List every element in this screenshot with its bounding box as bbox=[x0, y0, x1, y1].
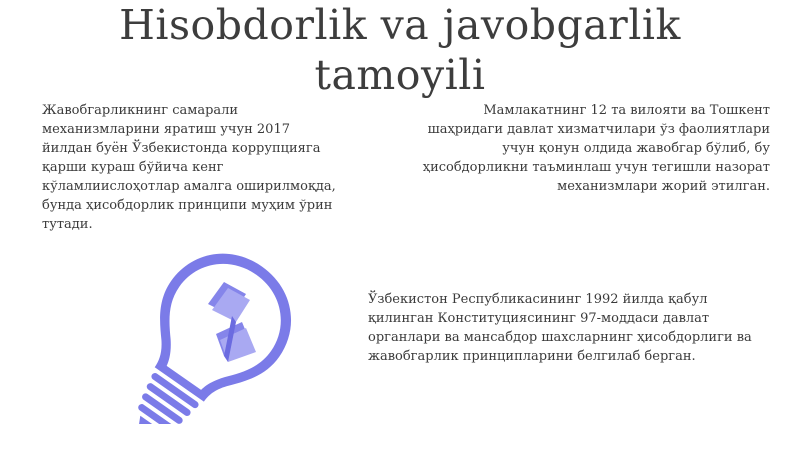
book-icon bbox=[208, 282, 256, 362]
lightbulb-book-icon bbox=[96, 252, 316, 424]
paragraph-bottom: Ўзбекистон Республикасининг 1992 йилда қабул қилинган Конституциясининг 97-моддаси давлат органлари ва мансабдор шахсларнинг ҳисобдорлиги ва жавобгарлик принципларини белгилаб берган. bbox=[368, 292, 752, 364]
page-title bbox=[0, 0, 800, 100]
title-line-1: Hisobdorlik va javobgarlik bbox=[119, 1, 681, 49]
title-line-2: tamoyili bbox=[314, 51, 486, 99]
paragraph-right: Мамлакатнинг 12 та вилояти ва Тошкент шаҳридаги давлат хизматчилари ўз фаолиятлари учун қонун олдида жавобгар бўлиб, бу ҳисобдорликни таъминлаш учун тегишли назорат механизмлари жорий этилган. bbox=[422, 103, 770, 194]
paragraph-left: Жавобгарликнинг самарали механизмларини яратиш учун 2017 йилдан буён Ўзбекистонда коррупцияга қарши кураш бўйича кенг кўламлиислоҳотлар амалга оширилмоқда, бунда ҳисобдорлик принципи муҳим ўрин тутади. bbox=[42, 103, 336, 232]
